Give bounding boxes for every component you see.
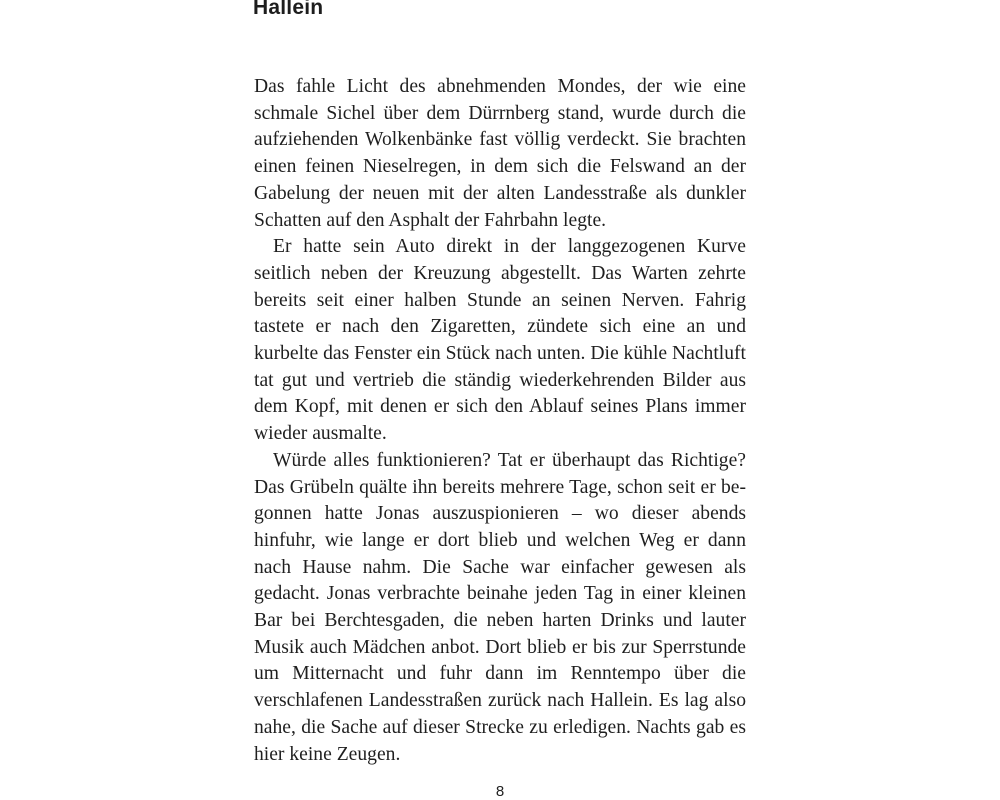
chapter-title: Hallein — [253, 0, 324, 19]
paragraph-3: Würde alles funktionieren? Tat er überhaupt das Richtige? Das Grübeln quälte ihn bereits mehrere Tage, schon seit er begonnen hatte Jonas auszuspionieren – wo dieser abends hinfuhr, wie lange er dort blieb und welchen Weg er dann nach Hause nahm. Die Sache war einfacher gewesen als gedacht. Jonas verbrachte beinahe jeden Tag in einer kleinen Bar bei Berchtesgaden, die neben harten Drinks und lauter Musik auch Mädchen anbot. Dort blieb er bis zur Sperrstunde um Mitternacht und fuhr dann im Renntempo über die verschlafenen Landesstraßen zurück nach Hallein. Es lag also nahe, die Sache auf dieser Strecke zu erledigen. Nachts gab es hier keine Zeugen. — [254, 449, 746, 765]
body-text — [254, 74, 746, 768]
page-number: 8 — [495, 783, 505, 800]
paragraph-2: Er hatte sein Auto direkt in der langgezogenen Kurve seitlich neben der Kreuzung abgestellt. Das Warten zehrte bereits seit einer halben Stunde an seinen Nerven. Fahrig tastete er nach den Zigaretten, zündete sich eine an und kurbelte das Fenster ein Stück nach unten. Die kühle Nachtluft tat gut und vertrieb die ständig wiederkehrenden Bilder aus dem Kopf, mit denen er sich den Ablauf seines Plans immer wieder ausmalte. — [254, 236, 746, 445]
paragraph-1: Das fahle Licht des abnehmenden Mondes, der wie eine schmale Sichel über dem Dürrnberg stand, wurde durch die aufziehenden Wolkenbänke fast völlig verdeckt. Sie brachten einen feinen Nieselregen, in dem sich die Felswand an der Gabelung der neuen mit der alten Landesstraße als dunkler Schatten auf den Asphalt der Fahrbahn legte. — [254, 76, 746, 231]
